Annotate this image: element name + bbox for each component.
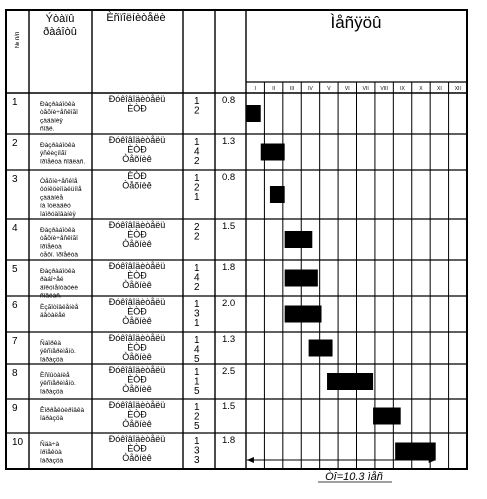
executor-count: 1	[194, 436, 200, 447]
stage-name-line: äîêóìåíòàöèè	[40, 284, 78, 292]
executor-count: 5	[194, 421, 200, 432]
stage-duration: 0.8	[222, 95, 236, 106]
row-number: 5	[12, 264, 18, 275]
stage-name-line: òåõíè÷åñêîãî	[40, 235, 78, 243]
executor-name: Ðóêîâîäèòåëü	[108, 135, 166, 145]
stage-duration: 2.5	[222, 366, 236, 377]
stage-name-line: îáîðóäîâàíèÿ	[40, 210, 76, 218]
table-body	[12, 94, 235, 466]
executor-name: Òåõíèê	[122, 453, 152, 463]
executor-name: ÈÒÐ	[127, 144, 147, 155]
month-label-5: V	[327, 86, 331, 92]
stage-name-line: ïðîåêòà ñîãëàñ.	[40, 158, 86, 166]
executor-count: 5	[194, 386, 200, 397]
stage-name-line: ýêñïåðèìåíò.	[40, 348, 76, 356]
gantt-bar	[285, 270, 318, 287]
executor-name: ÈÒÐ	[127, 270, 147, 281]
executor-count: 2	[194, 182, 200, 194]
gantt-bar	[261, 144, 285, 161]
gantt-bar	[309, 340, 333, 357]
executor-count: 1	[194, 367, 200, 378]
executor-count: 2	[194, 222, 200, 233]
header-months-title: Ìåñÿöû	[330, 13, 382, 32]
month-label-9: IX	[400, 86, 405, 92]
stage-name-line: çàäàíèÿ	[40, 117, 63, 125]
executor-name: Ðóêîâîäèòåëü	[108, 94, 166, 104]
stage-duration: 1.5	[222, 221, 236, 232]
row-number: 10	[12, 437, 24, 448]
stage-name-line: Ñáîðêà	[40, 340, 61, 347]
stage-name-line: íà îòëàäêó	[40, 202, 71, 210]
gantt-bar	[285, 306, 322, 323]
row-number: 3	[12, 174, 18, 185]
table-row	[12, 261, 235, 300]
executor-count: 2	[194, 105, 200, 117]
stage-name-line: ïðîåêòà	[40, 449, 62, 457]
header-executors-label: Èñïîëíèòåëè	[106, 12, 166, 24]
table-row	[12, 171, 235, 218]
executor-count: 2	[194, 282, 200, 293]
executor-count: 1	[194, 318, 200, 329]
stage-name-line: Ñäà÷à	[40, 441, 60, 448]
gantt-bars	[246, 105, 436, 460]
stage-name-line: òåõí. ïðîåêòà	[40, 251, 78, 259]
executor-count: 1	[194, 173, 200, 184]
executor-name: ÈÒÐ	[127, 374, 147, 385]
stage-duration: 1.5	[222, 401, 236, 412]
executor-name: Ðóêîâîäèòåëü	[108, 365, 166, 375]
month-label-12: XII	[454, 86, 461, 92]
stage-name-line: îáðàçöà	[40, 388, 64, 396]
month-label-7: VII	[362, 86, 369, 92]
executor-count: 2	[194, 231, 200, 243]
stage-name-line: Ðàçðàáîòêà	[40, 268, 76, 275]
gantt-bar	[246, 105, 261, 122]
executor-count: 2	[194, 411, 200, 423]
executor-name: Òåõíèê	[122, 384, 152, 394]
executor-count: 4	[194, 146, 200, 158]
executor-name: Ðóêîâîäèòåëü	[108, 297, 166, 307]
row-number: 6	[12, 300, 18, 311]
executor-count: 4	[194, 272, 200, 284]
stage-name-line: Èçãîòîâëåíèå	[40, 304, 79, 311]
stage-duration: 1.8	[222, 435, 236, 446]
stage-name-line: Ðàçðàáîòêà	[40, 227, 76, 234]
table-row	[12, 365, 235, 397]
table-row	[12, 434, 235, 466]
stage-name-line: ïðîåêòà	[40, 243, 62, 251]
executor-name: Òåõíèê	[122, 419, 152, 429]
stage-name-line: Ðàçðàáîòêà	[40, 101, 76, 108]
stage-name-line: Ðàçðàáîòêà	[40, 142, 76, 149]
stage-name-line: Èñïûòàíèå	[40, 372, 70, 379]
stage-name-line: îáðàçöà	[40, 415, 64, 423]
table-header	[14, 11, 461, 92]
executor-name: Ðóêîâîäèòåëü	[108, 400, 166, 410]
stage-name-line: Òåõíè÷åñêîå	[40, 178, 78, 185]
stage-name-line: çàäàíèå	[40, 194, 64, 202]
gantt-bar	[327, 373, 373, 390]
row-number: 9	[12, 403, 18, 414]
gantt-bar	[285, 231, 313, 248]
month-label-2: II	[272, 86, 276, 92]
month-label-10: X	[419, 86, 423, 92]
executor-count: 3	[194, 445, 200, 457]
month-label-3: III	[289, 86, 295, 92]
stage-name-line: îáðàçöà	[40, 356, 64, 364]
stage-name-line: ýêñïåðèìåíò.	[40, 380, 76, 388]
executor-name: ÈÒÐ	[127, 409, 147, 420]
stage-duration: 2.0	[222, 298, 236, 309]
header-stage-label: Ýòàïû	[45, 13, 75, 25]
gantt-bar	[373, 408, 401, 425]
executor-name: Ðóêîâîäèòåëü	[108, 261, 166, 271]
row-number: 8	[12, 368, 18, 379]
table-row	[12, 94, 235, 133]
stage-duration: 1.8	[222, 262, 236, 273]
executor-count: 1	[194, 96, 200, 107]
executor-name: ÈÒÐ	[127, 306, 147, 317]
executor-name: Òåõíèê	[122, 154, 152, 164]
stage-name-line: Êîððåêòèðîâêà	[40, 407, 85, 414]
executor-count: 1	[194, 263, 200, 274]
header-number-label: № п/п	[15, 31, 21, 49]
executor-count: 2	[194, 156, 200, 167]
row-number: 1	[12, 97, 18, 108]
executor-count: 1	[194, 402, 200, 413]
total-duration-label: Òî=10.3 ìåñ	[325, 471, 383, 483]
executor-name: Ðóêîâîäèòåëü	[108, 220, 166, 230]
table-row	[12, 333, 235, 365]
table-row	[12, 135, 235, 167]
executor-count: 1	[194, 192, 200, 203]
month-label-6: VI	[344, 86, 350, 92]
stage-name-line: îáðàçöà	[40, 457, 64, 465]
executor-name: Òåõíèê	[122, 239, 152, 249]
month-label-11: XI	[437, 86, 442, 92]
executor-count: 3	[194, 308, 200, 320]
table-row	[12, 297, 235, 329]
gantt-bar	[395, 443, 436, 460]
executor-name: Òåõíèê	[122, 316, 152, 326]
stage-duration: 1.3	[222, 334, 236, 345]
header-stage-label: ðàáîòû	[43, 26, 77, 38]
executor-count: 1	[194, 299, 200, 310]
table-row	[12, 220, 235, 259]
executor-name: Ðóêîâîäèòåëü	[108, 333, 166, 343]
month-label-1: I	[254, 86, 256, 92]
executor-count: 1	[194, 376, 200, 388]
stage-name-line: ñîãëàñ.	[40, 292, 62, 300]
table-row	[12, 400, 235, 432]
executor-name: Òåõíèê	[122, 280, 152, 290]
stage-name-line: ôóíêöèîíàëüíîå	[40, 186, 82, 194]
month-label-8: VIII	[380, 86, 388, 92]
row-number: 2	[12, 138, 18, 149]
executor-name: ÈÒÐ	[127, 342, 147, 353]
row-number: 4	[12, 223, 18, 234]
executor-name: ÈÒÐ	[127, 103, 147, 114]
stage-name-line: äåòàëåé	[40, 312, 66, 320]
stage-name-line: ñîãë.	[40, 125, 55, 133]
executor-name: Òåõíèê	[122, 352, 152, 362]
stage-name-line: ýñêèçíîãî	[40, 150, 67, 158]
executor-count: 5	[194, 354, 200, 365]
executor-count: 4	[194, 344, 200, 356]
stage-duration: 0.8	[222, 172, 236, 183]
stage-name-line: ðàáî÷åé	[40, 276, 64, 284]
executor-name: ÈÒÐ	[127, 229, 147, 240]
executor-count: 3	[194, 455, 200, 466]
row-number: 7	[12, 336, 18, 347]
executor-count: 1	[194, 335, 200, 346]
stage-name-line: òåõíè÷åñêîãî	[40, 109, 78, 117]
stage-duration: 1.3	[222, 136, 236, 147]
executor-count: 1	[194, 137, 200, 148]
total-arrow-left-head	[247, 457, 254, 463]
executor-name: ÈÒÐ	[127, 443, 147, 454]
month-label-4: IV	[308, 86, 313, 92]
executor-name: ÈÒÐ	[127, 171, 147, 181]
executor-name: Òåõíèê	[122, 180, 152, 191]
gantt-bar	[270, 186, 285, 203]
executor-name: Ðóêîâîäèòåëü	[108, 434, 166, 444]
